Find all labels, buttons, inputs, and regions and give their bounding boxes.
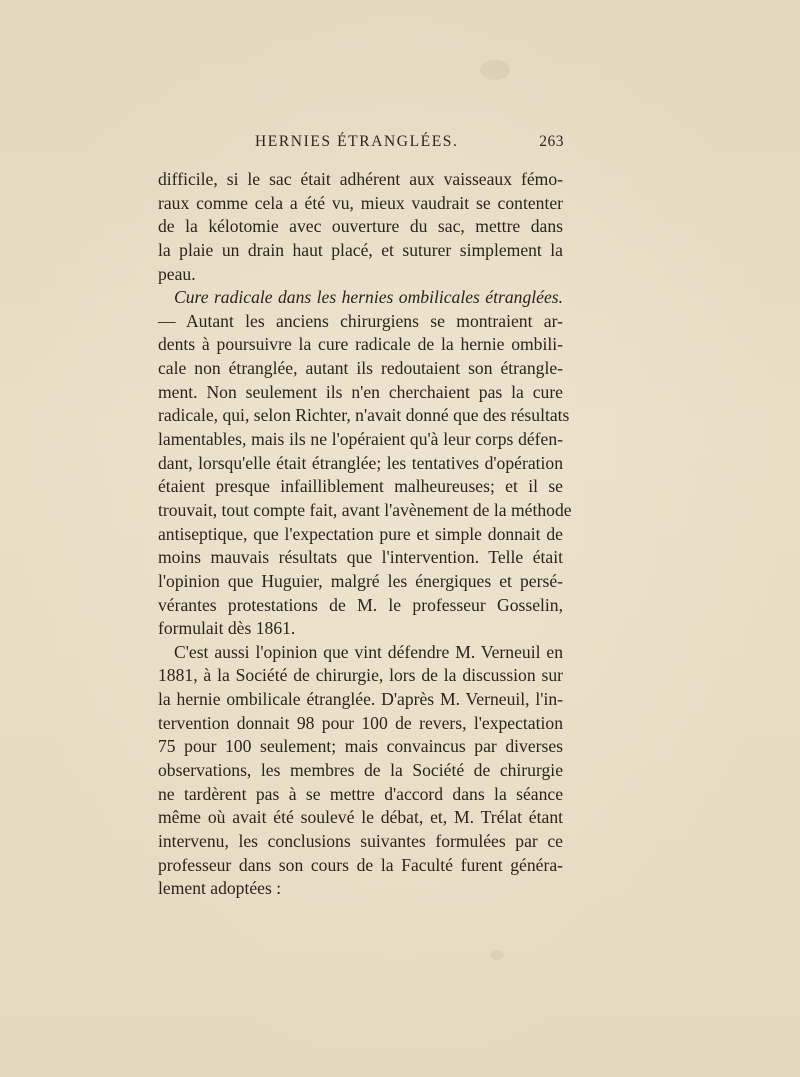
text-line: dents à poursuivre la cure radicale de la hernie ombili-	[158, 334, 563, 355]
text-line: de la kélotomie avec ouverture du sac, mettre dans	[158, 216, 563, 237]
paper-stain	[480, 60, 510, 80]
text-line: ment. Non seulement ils n'en cherchaient pas la cure	[158, 381, 563, 402]
text-line: 75 pour 100 seulement; mais convaincus par diverses	[158, 736, 563, 757]
text-line: vérantes protestations de M. le professeur Gosselin,	[158, 594, 563, 615]
text-line: difficile, si le sac était adhérent aux vaisseaux fémo-	[158, 169, 563, 189]
text-line: la plaie un drain haut placé, et suturer simplement la	[158, 239, 563, 260]
text-line: — Autant les anciens chirurgiens se montraient ar-	[158, 310, 563, 331]
running-title: HERNIES ÉTRANGLÉES.	[255, 133, 459, 150]
paper-stain	[490, 950, 504, 960]
text-line: tervention donnait 98 pour 100 de revers, l'expectation	[158, 712, 563, 733]
text-line: dant, lorsqu'elle était étranglée; les tentatives d'opération	[158, 452, 563, 473]
text-line: peau.	[158, 263, 196, 284]
text-line: radicale, qui, selon Richter, n'avait donné que des résultats	[158, 405, 570, 426]
text-line: 1881, à la Société de chirurgie, lors de la discussion sur	[158, 665, 563, 686]
section-heading: Cure radicale dans les hernies ombilicales étranglées.	[174, 287, 563, 308]
text-line: cale non étranglée, autant ils redoutaient son étrangle-	[158, 358, 563, 379]
text-line: étaient presque infailliblement malheureuses; et il se	[158, 476, 563, 497]
text-line: la hernie ombilicale étranglée. D'après M. Verneuil, l'in-	[158, 689, 563, 710]
text-line: ne tardèrent pas à se mettre d'accord dans la séance	[158, 783, 563, 804]
text-line: raux comme cela a été vu, mieux vaudrait se contenter	[158, 192, 563, 213]
text-line: C'est aussi l'opinion que vint défendre M. Verneuil en	[174, 641, 563, 662]
text-line: moins mauvais résultats que l'intervention. Telle était	[158, 547, 563, 568]
text-line: antiseptique, que l'expectation pure et simple donnait de	[158, 523, 563, 544]
text-line: professeur dans son cours de la Faculté furent généra-	[158, 854, 563, 875]
text-line: intervenu, les conclusions suivantes formulées par ce	[158, 830, 563, 851]
text-line: lamentables, mais ils ne l'opéraient qu'à leur corps défen-	[158, 429, 563, 450]
text-line: l'opinion que Huguier, malgré les énergiques et persé-	[158, 570, 563, 591]
running-head	[158, 133, 564, 155]
page-number: 263	[539, 133, 564, 150]
text-line: lement adoptées :	[158, 878, 282, 899]
text-line: observations, les membres de la Société de chirurgie	[158, 760, 563, 781]
body-text	[158, 168, 572, 901]
text-line: même où avait été soulevé le débat, et, M. Trélat étant	[158, 807, 563, 828]
text-line: trouvait, tout compte fait, avant l'avènement de la méthode	[158, 499, 572, 520]
text-line: formulait dès 1861.	[158, 618, 296, 639]
